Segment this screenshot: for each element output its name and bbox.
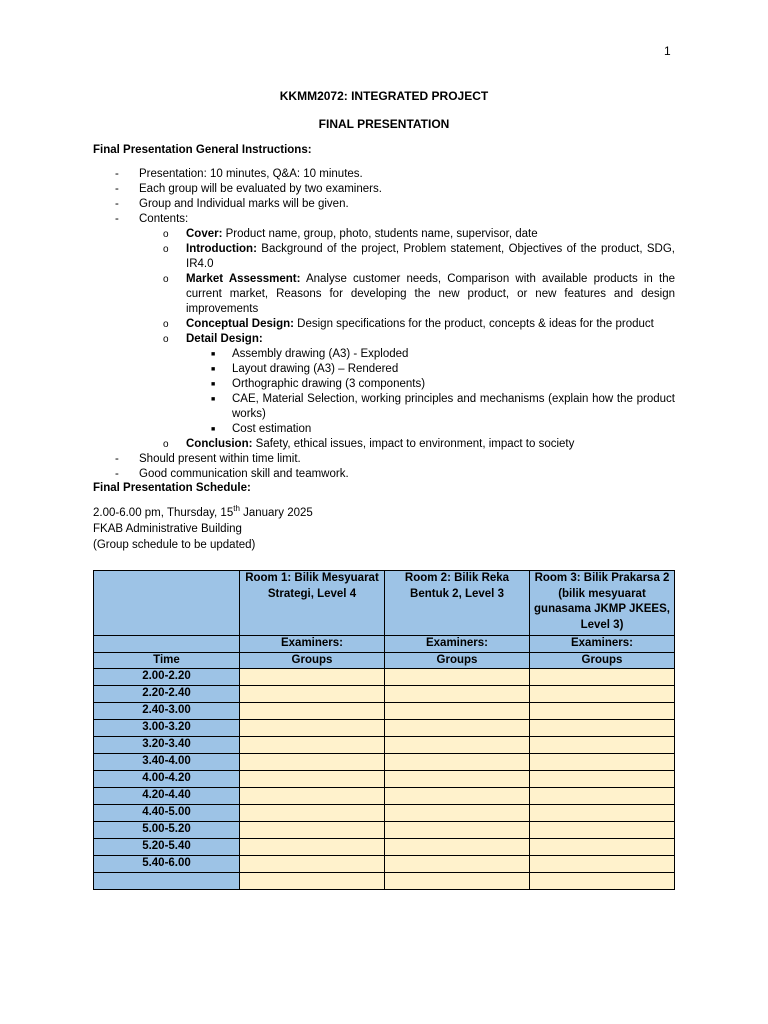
instruction-item: - Group and Individual marks will be given. bbox=[115, 198, 349, 210]
group-slot-cell bbox=[530, 788, 675, 805]
square-bullet: ■ bbox=[211, 396, 216, 403]
group-slot-cell bbox=[385, 703, 530, 720]
group-slot-cell bbox=[240, 822, 385, 839]
instruction-item: - Contents: bbox=[115, 213, 189, 225]
time-slot-cell: 3.40-4.00 bbox=[94, 754, 240, 771]
table-row bbox=[94, 720, 675, 737]
group-slot-cell bbox=[240, 805, 385, 822]
header-room-1: Room 1: Bilik Mesyuarat Strategi, Level 4 bbox=[240, 571, 385, 636]
square-bullet: ■ bbox=[211, 366, 216, 373]
groups-header-row bbox=[94, 652, 675, 669]
table-row bbox=[94, 686, 675, 703]
table-row bbox=[94, 873, 675, 890]
table-row bbox=[94, 737, 675, 754]
content-item-detail: o Detail Design: bbox=[163, 333, 263, 345]
time-slot-cell: 2.00-2.20 bbox=[94, 669, 240, 686]
detail-item: ■ Orthographic drawing (3 components) bbox=[211, 378, 426, 390]
schedule-heading: Final Presentation Schedule: bbox=[93, 482, 251, 494]
group-slot-cell bbox=[385, 720, 530, 737]
time-slot-cell: 5.00-5.20 bbox=[94, 822, 240, 839]
time-slot-cell: 5.40-6.00 bbox=[94, 856, 240, 873]
instruction-item: - Good communication skill and teamwork. bbox=[115, 468, 349, 480]
group-slot-cell bbox=[385, 856, 530, 873]
group-slot-cell bbox=[385, 873, 530, 890]
group-slot-cell bbox=[240, 873, 385, 890]
group-slot-cell bbox=[240, 856, 385, 873]
circle-bullet: o bbox=[163, 334, 169, 345]
dash-bullet: - bbox=[115, 168, 119, 180]
group-slot-cell bbox=[530, 771, 675, 788]
group-slot-cell bbox=[385, 686, 530, 703]
square-bullet: ■ bbox=[211, 381, 216, 388]
group-slot-cell bbox=[240, 686, 385, 703]
group-slot-cell bbox=[240, 703, 385, 720]
examiners-row bbox=[94, 636, 675, 653]
groups-label: Groups bbox=[385, 652, 530, 669]
detail-item: ■ Assembly drawing (A3) - Exploded bbox=[211, 348, 409, 360]
group-slot-cell bbox=[530, 856, 675, 873]
time-slot-cell: 2.40-3.00 bbox=[94, 703, 240, 720]
circle-bullet: o bbox=[163, 439, 169, 450]
group-slot-cell bbox=[530, 703, 675, 720]
detail-item: ■ CAE, Material Selection, working principles and mechanisms (explain how the product works) bbox=[211, 393, 675, 420]
examiners-label: Examiners: bbox=[240, 636, 385, 653]
time-slot-cell: 4.20-4.40 bbox=[94, 788, 240, 805]
dash-bullet: - bbox=[115, 183, 119, 195]
examiners-empty-cell bbox=[94, 636, 240, 653]
group-slot-cell bbox=[240, 839, 385, 856]
header-empty-cell bbox=[94, 571, 240, 636]
circle-bullet: o bbox=[163, 319, 169, 330]
time-slot-cell: 4.40-5.00 bbox=[94, 805, 240, 822]
circle-bullet: o bbox=[163, 274, 169, 285]
dash-bullet: - bbox=[115, 213, 119, 225]
group-slot-cell bbox=[530, 754, 675, 771]
instruction-item: - Should present within time limit. bbox=[115, 453, 301, 465]
page-number: 1 bbox=[664, 44, 671, 58]
examiners-label: Examiners: bbox=[385, 636, 530, 653]
table-row bbox=[94, 754, 675, 771]
dash-bullet: - bbox=[115, 198, 119, 210]
table-row bbox=[94, 669, 675, 686]
group-slot-cell bbox=[240, 771, 385, 788]
group-slot-cell bbox=[385, 839, 530, 856]
group-slot-cell bbox=[530, 839, 675, 856]
table-row bbox=[94, 805, 675, 822]
group-slot-cell bbox=[385, 754, 530, 771]
table-row bbox=[94, 788, 675, 805]
schedule-info bbox=[93, 505, 313, 553]
group-slot-cell bbox=[530, 686, 675, 703]
instructions-heading: Final Presentation General Instructions: bbox=[93, 144, 312, 156]
square-bullet: ■ bbox=[211, 351, 216, 358]
group-slot-cell bbox=[385, 805, 530, 822]
circle-bullet: o bbox=[163, 229, 169, 240]
circle-bullet: o bbox=[163, 244, 169, 255]
time-header: Time bbox=[94, 652, 240, 669]
table-row bbox=[94, 822, 675, 839]
document-title: KKMM2072: INTEGRATED PROJECT bbox=[279, 89, 489, 103]
groups-label: Groups bbox=[530, 652, 675, 669]
table-row bbox=[94, 771, 675, 788]
table-header-row bbox=[94, 571, 675, 636]
group-slot-cell bbox=[530, 805, 675, 822]
content-item-conceptual: o Conceptual Design: Design specifications for the product, concepts & ideas for the product bbox=[163, 318, 654, 330]
time-slot-cell: 2.20-2.40 bbox=[94, 686, 240, 703]
group-slot-cell bbox=[530, 873, 675, 890]
group-slot-cell bbox=[240, 737, 385, 754]
group-slot-cell bbox=[240, 788, 385, 805]
detail-item: ■ Cost estimation bbox=[211, 423, 312, 435]
time-slot-cell: 5.20-5.40 bbox=[94, 839, 240, 856]
dash-bullet: - bbox=[115, 468, 119, 480]
instruction-item: - Each group will be evaluated by two examiners. bbox=[115, 183, 382, 195]
time-slot-cell: 3.20-3.40 bbox=[94, 737, 240, 754]
instruction-item: - Presentation: 10 minutes, Q&A: 10 minutes. bbox=[115, 168, 363, 180]
group-slot-cell bbox=[385, 669, 530, 686]
content-item-market: o Market Assessment: Analyse customer needs, Comparison with available products in the current market, Reasons for developing the new product, or new features and design improvements bbox=[163, 273, 675, 315]
dash-bullet: - bbox=[115, 453, 119, 465]
detail-item: ■ Layout drawing (A3) – Rendered bbox=[211, 363, 399, 375]
group-slot-cell bbox=[240, 720, 385, 737]
group-slot-cell bbox=[240, 754, 385, 771]
table-row bbox=[94, 839, 675, 856]
content-item-conclusion: o Conclusion: Safety, ethical issues, impact to environment, impact to society bbox=[163, 438, 575, 450]
schedule-table bbox=[93, 570, 675, 890]
time-slots bbox=[94, 669, 675, 890]
schedule-date: 2.00-6.00 pm, Thursday, 15th January 2025 bbox=[93, 504, 313, 519]
group-slot-cell bbox=[530, 720, 675, 737]
group-slot-cell bbox=[530, 669, 675, 686]
header-room-3: Room 3: Bilik Prakarsa 2 (bilik mesyuarat gunasama JKMP JKEES, Level 3) bbox=[530, 571, 675, 636]
instructions-list bbox=[93, 167, 675, 482]
time-slot-cell: 3.00-3.20 bbox=[94, 720, 240, 737]
group-slot-cell bbox=[385, 822, 530, 839]
time-slot-cell: 4.00-4.20 bbox=[94, 771, 240, 788]
document-subtitle: FINAL PRESENTATION bbox=[318, 117, 450, 131]
group-slot-cell bbox=[385, 737, 530, 754]
square-bullet: ■ bbox=[211, 426, 216, 433]
header-room-2: Room 2: Bilik Reka Bentuk 2, Level 3 bbox=[385, 571, 530, 636]
group-slot-cell bbox=[530, 737, 675, 754]
time-slot-cell bbox=[94, 873, 240, 890]
schedule-note: (Group schedule to be updated) bbox=[93, 539, 256, 551]
content-item-cover: o Cover: Product name, group, photo, students name, supervisor, date bbox=[163, 228, 538, 240]
examiners-label: Examiners: bbox=[530, 636, 675, 653]
group-slot-cell bbox=[385, 788, 530, 805]
groups-label: Groups bbox=[240, 652, 385, 669]
schedule-venue: FKAB Administrative Building bbox=[93, 523, 242, 535]
content-item-introduction: o Introduction: Background of the project, Problem statement, Objectives of the product, SDG, IR4.0 bbox=[163, 243, 675, 270]
table-row bbox=[94, 856, 675, 873]
group-slot-cell bbox=[240, 669, 385, 686]
table-row bbox=[94, 703, 675, 720]
group-slot-cell bbox=[385, 771, 530, 788]
group-slot-cell bbox=[530, 822, 675, 839]
